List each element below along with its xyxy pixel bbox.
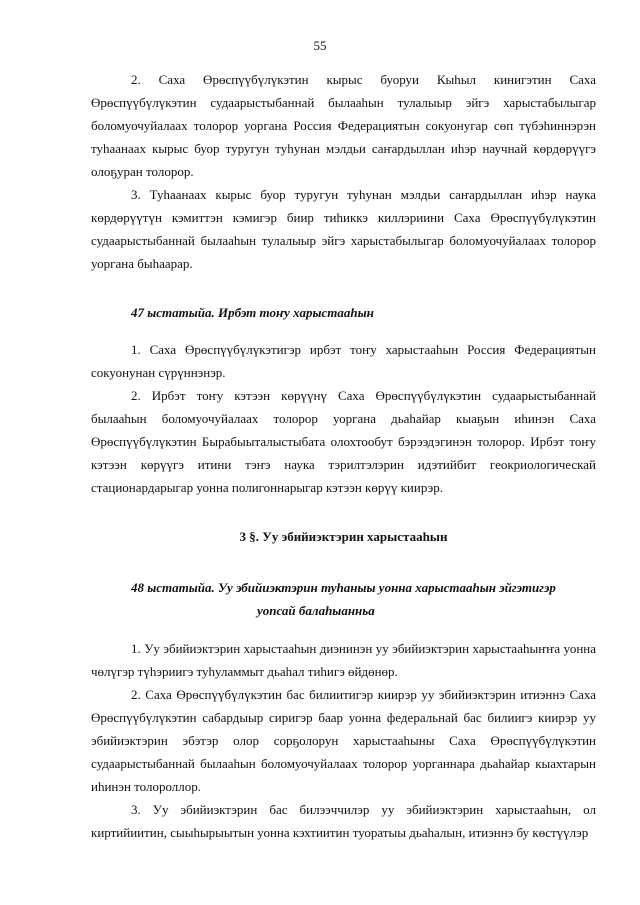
paragraph-article48-item2: 2. Саха Өрөспүүбүлүкэтин бас билиитигэр киирэр уу эбийиэктэрин итиэннэ Саха Өрөспүүбүлүкэтин сабардыыр сиригэр баар уонна федеральнай бас билиигэ киирэр уу эбийиэктэрин эбэтэр олор сорҕолорун харыстааһыны Саха Өрөспүүбүлүкэтин судаарыстыбаннай былааһын боломуочуйалаах толорор уорганнара дьаһайар кыахтарын иһинэн толороллор. <box>91 687 596 794</box>
paragraph-article46-item3: 3. Туһаанаах кырыс буор туругун туһунан мэлдьи саҥардыллан иһэр наука көрдөрүүтүн кэмиттэн кэмигэр биир тиһиккэ киллэриини Саха Өрөспүүбүлүкэтин судаарыстыбаннай былааһын тулалыыр эйгэ харыстабылыгар боломуочуйалаах толорор уоргана быһаарар. <box>91 187 596 271</box>
paragraph-article47-item1: 1. Саха Өрөспүүбүлүкэтигэр ирбэт тоҥу харыстааһын Россия Федерациятын сокуонунан сүрүннэнэр. <box>91 342 596 380</box>
chapter-3-title: 3 §. Уу эбийиэктэрин харыстааһын <box>239 529 448 544</box>
paragraph-article46-item2: 2. Саха Өрөспүүбүлүкэтин кырыс буоруи Кыһыл кинигэтин Саха Өрөспүүбүлүкэтин судаарыстыбаннай былааһын тулалыыр эйгэ харыстабылыгар боломуочуйалаах толорор уоргана Россия Федерациятын сокуонугар сөп түбэһиннэрэн туһаанаах кырыс буор туругун туһунан мэлдьи саҥардыллан иһэр научнай көрдөрүүгэ олоҕуран толорор. <box>91 72 596 179</box>
page-number: 55 <box>313 38 327 53</box>
paragraph-article47-item2: 2. Ирбэт тоҥу кэтээн көрүүнү Саха Өрөспүүбүлүкэтин судаарыстыбаннай былааһын боломуочуйалаах толорор уоргана дьаһайар кыаҕын иһинэн Саха Өрөспүүбүлүкэтин Бырабыыталыстыбата олохтообут бэрээдэгинэн толорор. Ирбэт тоҥу кэтээн көрүүгэ итини тэҥэ наука тэрилтэлэрин идэтийбит геокриологическай стационардарыгар уонна полигоннарыгар кэтээн көрүү киирэр. <box>91 388 596 495</box>
paragraph-article48-item1: 1. Уу эбийиэктэрин харыстааһын диэнинэн уу эбийиэктэрин харыстааһыҥҥа уонна чөлүгэр түһэриигэ туһуламмыт дьаһал тиһигэ өйдөнөр. <box>91 641 596 679</box>
paragraph-article48-item3: 3. Уу эбийиэктэрин бас билээччилэр уу эбийиэктэрин харыстааһын, ол киртийиитин, сыыһырыытын уонна кэхтиитин туоратыы дьаһалын, итиэннэ бу көстүүлэр <box>91 802 596 840</box>
article-48-title-line1: 48 ыстатыйа. Уу эбийиэктэрин туһаныы уонна харыстааһын эйгэтигэр <box>131 580 556 595</box>
article-48-title-line2: уопсай балаһыанньа <box>257 603 375 618</box>
document-body <box>91 68 596 844</box>
article-48-title <box>91 576 596 622</box>
article-47-title: 47 ыстатыйа. Ирбэт тоҥу харыстааһын <box>131 305 374 320</box>
